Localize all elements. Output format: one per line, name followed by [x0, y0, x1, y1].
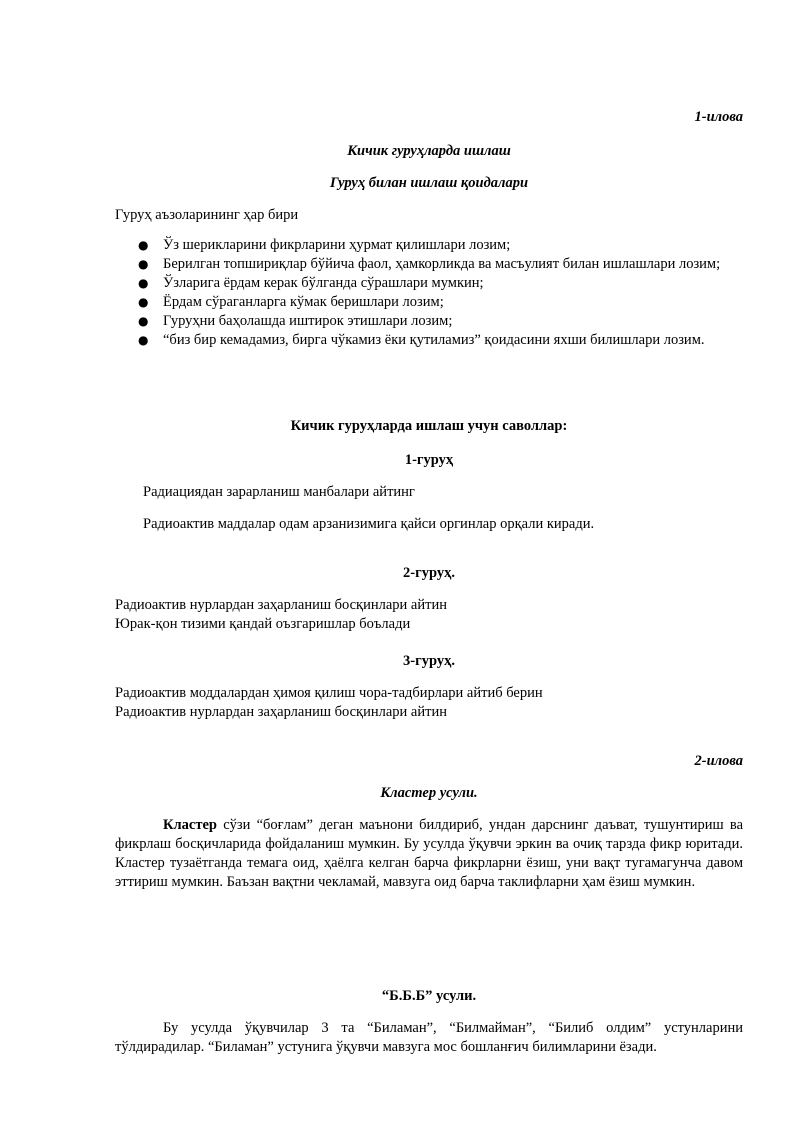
group-1-title: 1-гуруҳ — [404, 452, 454, 468]
rule-item: ● Ўз шерикларини фикрларини ҳурмат қилишлари лозим; — [138, 237, 511, 253]
bullet-icon: ● — [138, 238, 149, 252]
group-1-question-2: Радиоактив маддалар одам арзанизимига қайси оргинлар орқали киради. — [143, 516, 595, 532]
bullet-icon: ● — [138, 333, 149, 347]
appendix-2-title: Кластер усули. — [380, 785, 478, 801]
group-members-intro: Гуруҳ аъзоларининг ҳар бири — [115, 207, 299, 223]
rule-item: ● “биз бир кемадамиз, бирга чўкамиз ёки қутиламиз” қоидасини яхши билишлари лозим. — [138, 332, 705, 348]
appendix-1-label: 1-илова — [694, 109, 743, 125]
bullet-icon: ● — [138, 276, 149, 290]
bbb-paragraph: Бу усулда ўқувчилар 3 та “Биламан”, “Билмайман”, “Билиб олдим” устунларини тўлдирадилар. “Биламан” устунига ўқувчи мавзуга мос бошланғич билимларини ёзади. — [115, 1020, 743, 1055]
group-3-question-1: Радиоактив моддалардан ҳимоя қилиш чора-тадбирлари айтиб берин — [115, 685, 543, 701]
group-2-question-2: Юрак-қон тизими қандай оъзгаришлар боълади — [115, 616, 411, 632]
document-page — [115, 0, 743, 1131]
appendix-1-title: Кичик гуруҳларда ишлаш — [347, 143, 511, 159]
rules-list — [115, 236, 743, 350]
rule-item: ● Берилган топшириқлар бўйича фаол, ҳамкорликда ва масъулият билан ишлашлари лозим; — [138, 256, 721, 272]
rule-item: ● Ёрдам сўраганларга кўмак беришлари лозим; — [138, 294, 444, 310]
appendix-1-subtitle: Гуруҳ билан ишлаш қоидалари — [329, 175, 529, 191]
cluster-paragraph: Кластер сўзи “боғлам” деган маънони билдириб, ундан дарснинг даъват, тушунтириш ва фикрлаш босқичларида фойдаланиш мумкин. Бу усулда ўқувчи эркин ва очиқ тарзда фикр юритади. Кластер тузаётганда темага оид, ҳаёлга келган барча фикрларни ёзиш, уни вақт тугамагунча давом эттириш мумкин. Баъзан вақтни чекламай, мавзуга оид барча таклифларни ҳам ёзиш мумкин. — [115, 817, 743, 890]
group-1-question-1: Радиациядан зарарланиш манбалари айтинг — [143, 484, 415, 500]
group-2-title: 2-гуруҳ. — [403, 565, 455, 581]
cluster-lead-word: Кластер — [163, 817, 217, 833]
bbb-method-title: “Б.Б.Б” усули. — [381, 988, 477, 1004]
group-3-question-2: Радиоактив нурлардан заҳарланиш босқинлари айтин — [115, 704, 447, 720]
bullet-icon: ● — [138, 295, 149, 309]
rule-item: ● Гуруҳни баҳолашда иштирок этишлари лозим; — [138, 313, 453, 329]
bullet-icon: ● — [138, 257, 149, 271]
rule-item: ● Ўзларига ёрдам керак бўлганда сўрашлари мумкин; — [138, 275, 484, 291]
questions-heading: Кичик гуруҳларда ишлаш учун саволлар: — [290, 418, 568, 434]
appendix-2-label: 2-илова — [694, 753, 743, 769]
group-2-question-1: Радиоактив нурлардан заҳарланиш босқинлари айтин — [115, 597, 447, 613]
group-3-title: 3-гуруҳ. — [403, 653, 455, 669]
bullet-icon: ● — [138, 314, 149, 328]
